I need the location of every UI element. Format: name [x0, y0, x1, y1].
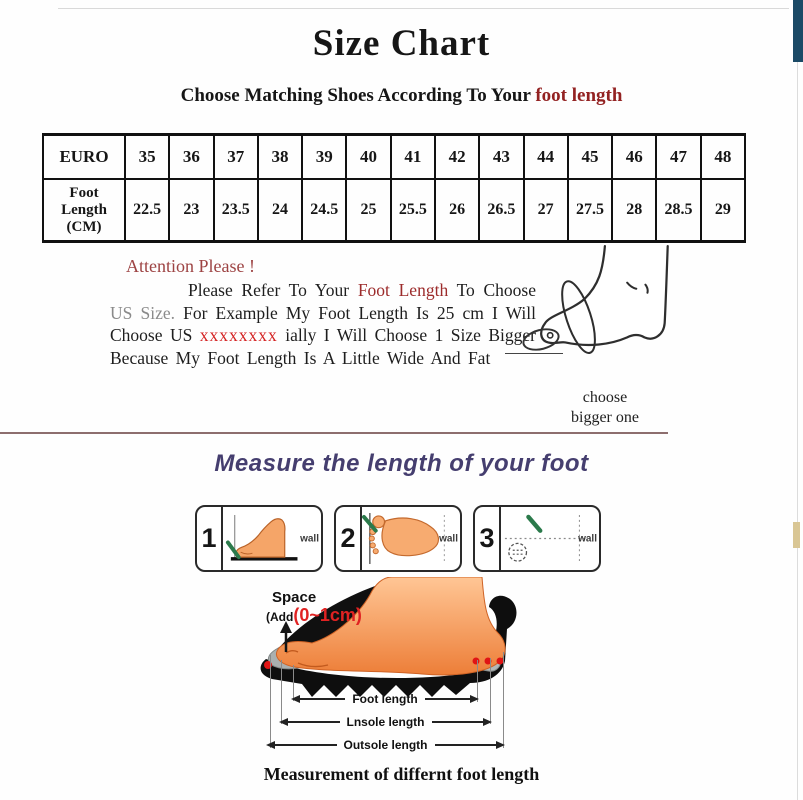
- attention-paragraph: [110, 279, 536, 369]
- foot-length-cell: 23: [169, 179, 213, 242]
- attention-us-size-text: US Size.: [110, 302, 175, 323]
- attention-heading: Attention Please !: [126, 256, 255, 276]
- outsole-length-measure: [266, 740, 505, 750]
- euro-size-cell: 38: [258, 135, 302, 180]
- foot-length-cell: 25.5: [391, 179, 435, 242]
- attention-text: ially I Will Choose 1 Size Bigger Because My Foot Length Is A Little Wide And Fat: [110, 325, 536, 368]
- choose-bigger-note: [543, 388, 667, 428]
- wall-label: wall: [578, 533, 597, 544]
- section-divider: [0, 432, 668, 434]
- step-panel-1: [195, 505, 323, 572]
- step-panel-2: [334, 505, 462, 572]
- euro-size-cell: 40: [346, 135, 390, 180]
- annotation-leader-line: [505, 353, 563, 354]
- euro-size-cell: 47: [656, 135, 700, 180]
- foot-length-cell: 24: [258, 179, 302, 242]
- step-number: 1: [197, 507, 223, 570]
- attention-text: For Example My Foot Length Is 25 cm I Will Choose US: [110, 302, 536, 345]
- measure-dot: [473, 658, 480, 665]
- foot-length-cell: 28.5: [656, 179, 700, 242]
- space-add-prefix: (Add: [266, 610, 294, 624]
- foot-length-cell: 22.5: [125, 179, 169, 242]
- measure-label: Lnsole length: [346, 715, 425, 729]
- arrow-left-icon: [291, 695, 300, 703]
- size-table: [42, 133, 746, 243]
- arrow-right-icon: [496, 741, 505, 749]
- arrow-right-icon: [483, 718, 492, 726]
- foot-length-cell: 27: [524, 179, 568, 242]
- euro-size-cell: 35: [125, 135, 169, 180]
- subtitle-highlight: foot length: [535, 85, 623, 106]
- attention-text: To Choose: [448, 280, 536, 300]
- measure-label: Outsole length: [343, 738, 428, 752]
- subtitle: [0, 85, 803, 107]
- attention-foot-length-highlight: Foot Length: [357, 280, 449, 300]
- step-panel-3: [473, 505, 601, 572]
- foot-line-drawing: [538, 244, 690, 376]
- step-number: 2: [336, 507, 362, 570]
- right-edge-line: [797, 0, 798, 800]
- foot-length-cell: 25: [346, 179, 390, 242]
- guide-line: [281, 660, 282, 724]
- euro-size-cell: 44: [524, 135, 568, 180]
- foot-length-cell: 29: [701, 179, 745, 242]
- measuring-steps: [195, 505, 601, 572]
- step-1-illustration: [223, 507, 321, 570]
- euro-size-cell: 45: [568, 135, 612, 180]
- euro-size-cell: 48: [701, 135, 745, 180]
- foot-length-cell: 24.5: [302, 179, 346, 242]
- note-line: choose: [582, 389, 628, 406]
- guide-line: [503, 652, 504, 748]
- measure-section-heading: Measure the length of your foot: [214, 450, 589, 477]
- foot-length-cell: 26: [435, 179, 479, 242]
- wall-label: wall: [300, 533, 319, 544]
- foot-length-cell: 26.5: [479, 179, 523, 242]
- euro-size-cell: 39: [302, 135, 346, 180]
- right-edge-tan-mark: [793, 522, 800, 548]
- guide-line: [490, 658, 491, 724]
- step-3-illustration: [501, 507, 599, 570]
- subtitle-text: Choose Matching Shoes According To Your: [180, 85, 536, 106]
- foot-length-row: [43, 179, 745, 242]
- attention-block: [110, 256, 536, 369]
- foot-length-header-line: Length: [61, 201, 107, 218]
- space-label: Space: [272, 589, 317, 606]
- bottom-caption: Measurement of differnt foot length: [263, 764, 540, 784]
- arrow-left-icon: [279, 718, 288, 726]
- foot-length-header-line: Foot: [69, 184, 99, 201]
- foot-length-cell: 28: [612, 179, 656, 242]
- foot-length-cell: 27.5: [568, 179, 612, 242]
- insole-length-measure: [279, 717, 492, 727]
- top-edge-line: [58, 8, 789, 9]
- arrow-right-icon: [470, 695, 479, 703]
- space-add-label: [266, 605, 362, 626]
- foot-length-header-line: (CM): [66, 218, 102, 235]
- arrow-left-icon: [266, 741, 275, 749]
- euro-size-cell: 37: [214, 135, 258, 180]
- space-add-value: (0~1cm): [293, 605, 362, 625]
- euro-size-cell: 43: [479, 135, 523, 180]
- euro-header-cell: EURO: [43, 135, 125, 180]
- euro-size-cell: 46: [612, 135, 656, 180]
- step-2-illustration: [362, 507, 460, 570]
- attention-crossed-text: xxxxxxxx: [199, 325, 278, 345]
- foot-length-cell: 23.5: [214, 179, 258, 242]
- wall-label: wall: [439, 533, 458, 544]
- measure-label: Foot length: [352, 692, 418, 706]
- euro-size-cell: 42: [435, 135, 479, 180]
- foot-length-header-cell: [43, 179, 125, 242]
- euro-size-cell: 36: [169, 135, 213, 180]
- attention-text: Please Refer To Your: [188, 280, 358, 300]
- step-number: 3: [475, 507, 501, 570]
- note-line: bigger one: [571, 409, 639, 426]
- page-title: Size Chart: [312, 23, 491, 64]
- foot-length-measure: [291, 694, 479, 704]
- euro-row: [43, 135, 745, 180]
- guide-line: [270, 655, 271, 748]
- euro-size-cell: 41: [391, 135, 435, 180]
